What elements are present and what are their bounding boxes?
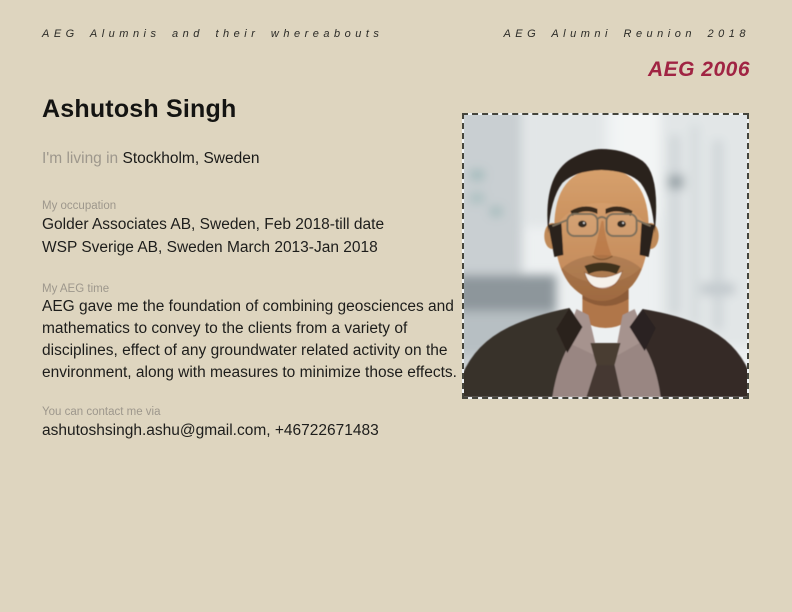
aeg-time-line: AEG gave me the foundation of combining geosciences and <box>42 298 454 315</box>
aeg-year-badge: AEG 2006 <box>647 58 750 81</box>
aeg-time-label: My AEG time <box>42 283 110 295</box>
aeg-time-line: disciplines, effect of any groundwater related activity on the <box>42 342 448 359</box>
living-line <box>42 150 259 168</box>
occupation-lines <box>42 213 384 259</box>
page-header <box>42 28 750 40</box>
occupation-label: My occupation <box>42 200 117 212</box>
occupation-line: Golder Associates AB, Sweden, Feb 2018-till date <box>42 216 385 233</box>
aeg-time-line: environment, along with measures to minimize those effects. <box>42 364 457 381</box>
aeg-time-line: mathematics to convey to the clients from a variety of <box>42 320 408 337</box>
header-left-title: AEG Alumnis and their whereabouts <box>42 28 384 40</box>
occupation-line: WSP Sverige AB, Sweden March 2013-Jan 2018 <box>42 239 378 256</box>
aeg-time-paragraph <box>42 296 457 384</box>
living-label: I'm living in <box>42 150 123 167</box>
portrait-photo-illustration <box>464 115 747 397</box>
portrait-photo <box>462 113 749 399</box>
contact-label: You can contact me via <box>42 406 161 418</box>
header-right-title: AEG Alumni Reunion 2018 <box>503 28 750 40</box>
contact-value: ashutoshsingh.ashu@gmail.com, +46722671483 <box>42 422 379 439</box>
living-value: Stockholm, Sweden <box>122 150 260 167</box>
page-title: Ashutosh Singh <box>42 95 237 123</box>
